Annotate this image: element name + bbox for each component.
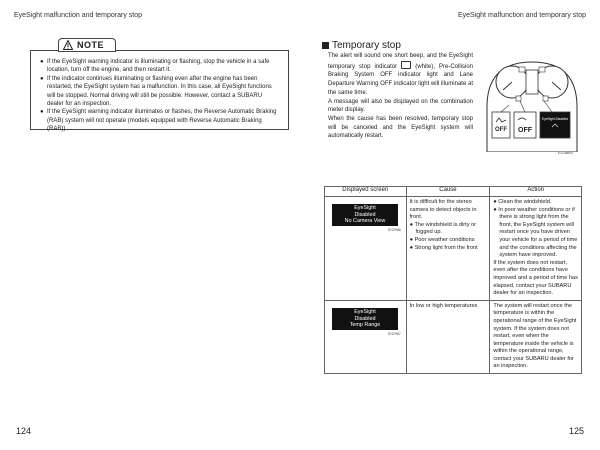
- screen-cell: [325, 197, 407, 301]
- intro-paragraph: When the cause has been resolved, temporary stop will be canceled and the EyeSight system will automatically restart.: [328, 115, 473, 140]
- action-cell: [490, 300, 582, 373]
- meter-off-label-right: OFF: [518, 127, 532, 134]
- intro-text-1: The alert will sound one short beep, and the EyeSight temporary stop indicator: [328, 53, 473, 70]
- cause-cell: [406, 197, 490, 301]
- screen-cell: [325, 300, 407, 373]
- column-header: Displayed screen: [325, 187, 407, 197]
- action-cell: [490, 197, 582, 301]
- cause-intro: In low or high temperatures: [409, 302, 478, 309]
- action-item-text: In poor weather conditions or if there is strong light from the front, the EyeSight system will restart once you have driven your vehicle for a period of time and the conditions affecting the system have improved.: [498, 206, 578, 259]
- display-screen-image: [332, 204, 398, 226]
- intro-paragraph: [328, 52, 473, 98]
- temporary-stop-table: [324, 186, 582, 374]
- eyesight-temporary-stop-icon: [401, 61, 411, 69]
- note-item: ● If the EyeSight warning indicator illuminates or flashes, the Reverse Automatic Braking (RAB) system will not operate (models equipped with Reverse Automatic Braking (RAB)).: [40, 109, 277, 133]
- note-item-text: If the indicator continues illuminating or flashing even after the engine has been restarted, the EyeSight system has a malfunction. In this case, all EyeSight functions will be stopped. Normal driving will still be possible. However, contact a SUBARU dealer for an inspection.: [47, 75, 272, 108]
- note-item: ● If the indicator continues illuminating or flashing even after the engine has been restarted, the EyeSight system has a malfunction. In this case, all EyeSight functions will be stopped. Normal driving will still be possible. However, contact a SUBARU dealer for an inspection.: [40, 75, 272, 108]
- column-header: Action: [490, 187, 582, 197]
- cause-item: ● Strong light from the front: [409, 244, 478, 251]
- section-title-text: Temporary stop: [332, 40, 401, 51]
- table-header-row: [325, 187, 582, 197]
- screen-line: EyeSight: [354, 309, 376, 316]
- cause-item: ● Poor weather conditions: [409, 236, 475, 243]
- cause-intro: It is difficult for the stereo camera to detect objects in front.: [409, 199, 477, 221]
- cause-cell: [406, 300, 490, 373]
- screen-line: Temp Range: [349, 321, 381, 328]
- display-screen-image: [332, 308, 398, 330]
- note-item-text: If the EyeSight warning indicator is illuminating or flashing, stop the vehicle in a safe location, turn off the engine, and then restart it.: [47, 59, 270, 74]
- note-item-text: If the EyeSight warning indicator illuminates or flashes, the Reverse Automatic Braking (RAB) system will not operate (models equipped with Reverse Automatic Braking (RAB)).: [47, 109, 277, 133]
- screen-line: EyeSight: [354, 205, 376, 212]
- warning-icon: [63, 40, 73, 50]
- meter-off-label-left: OFF: [495, 127, 507, 133]
- section-intro: [328, 52, 473, 141]
- screen-image-id: EG2987: [388, 331, 401, 336]
- note-title: NOTE: [77, 40, 105, 50]
- screen-line: Disabled: [354, 315, 376, 322]
- screen-line: No Camera View: [344, 218, 386, 225]
- action-list: [493, 199, 578, 260]
- intro-paragraph: A message will also be displayed on the combination meter display.: [328, 98, 473, 114]
- cause-item-text: The windshield is dirty or fogged up.: [414, 221, 477, 236]
- column-header: Cause: [406, 187, 490, 197]
- cause-list: [410, 222, 487, 252]
- action-item-text: Clean the windshield.: [498, 199, 552, 205]
- screen-line: Disabled: [354, 211, 376, 218]
- section-square-icon: [322, 42, 329, 49]
- running-header-right: EyeSight malfunction and temporary stop: [457, 12, 586, 19]
- note-box: [30, 50, 289, 133]
- running-header-left: EyeSight malfunction and temporary stop: [14, 12, 143, 19]
- page-number-left: 124: [16, 426, 32, 436]
- action-item: ● In poor weather conditions or if there is strong light from the front, the EyeSight system will restart once you have driven your vehicle for a period of time and the conditions affecting the system have improved.: [493, 206, 578, 259]
- table-row: [325, 300, 582, 373]
- figure-id: EG3865: [558, 150, 573, 155]
- meter-display-text: EyeSight Disabled: [541, 117, 569, 121]
- combination-meter-illustration: [482, 52, 582, 152]
- page-number-right: 125: [568, 426, 584, 436]
- cause-item: ● The windshield is dirty or fogged up.: [409, 221, 477, 236]
- intro-text-2: (white), Pre-Collision Braking System OFF indicator light and Lane Departure Warning OFF indicator light will illuminate at the same time.: [328, 63, 473, 96]
- cause-item-text: Strong light from the front: [414, 244, 478, 251]
- section-title: [322, 40, 401, 51]
- action-text: If the system does not restart, even after the conditions have improved and a period of time has elapsed, contact your SUBARU dealer for an inspection.: [493, 259, 578, 297]
- action-text: The system will restart once the temperature is within the operational range of the EyeSight system. If the system does not restart, even when the temperature inside the vehicle is within the operational range, contact your SUBARU dealer for an inspection.: [493, 302, 577, 370]
- note-item: ● If the EyeSight warning indicator is illuminating or flashing, stop the vehicle in a safe location, turn off the engine, and then restart it.: [40, 59, 270, 74]
- table-row: [325, 197, 582, 301]
- screen-image-id: EG2986: [388, 228, 401, 232]
- note-list: [31, 50, 288, 134]
- cause-item-text: Poor weather conditions: [414, 236, 475, 243]
- action-item: ● Clean the windshield.: [493, 199, 552, 205]
